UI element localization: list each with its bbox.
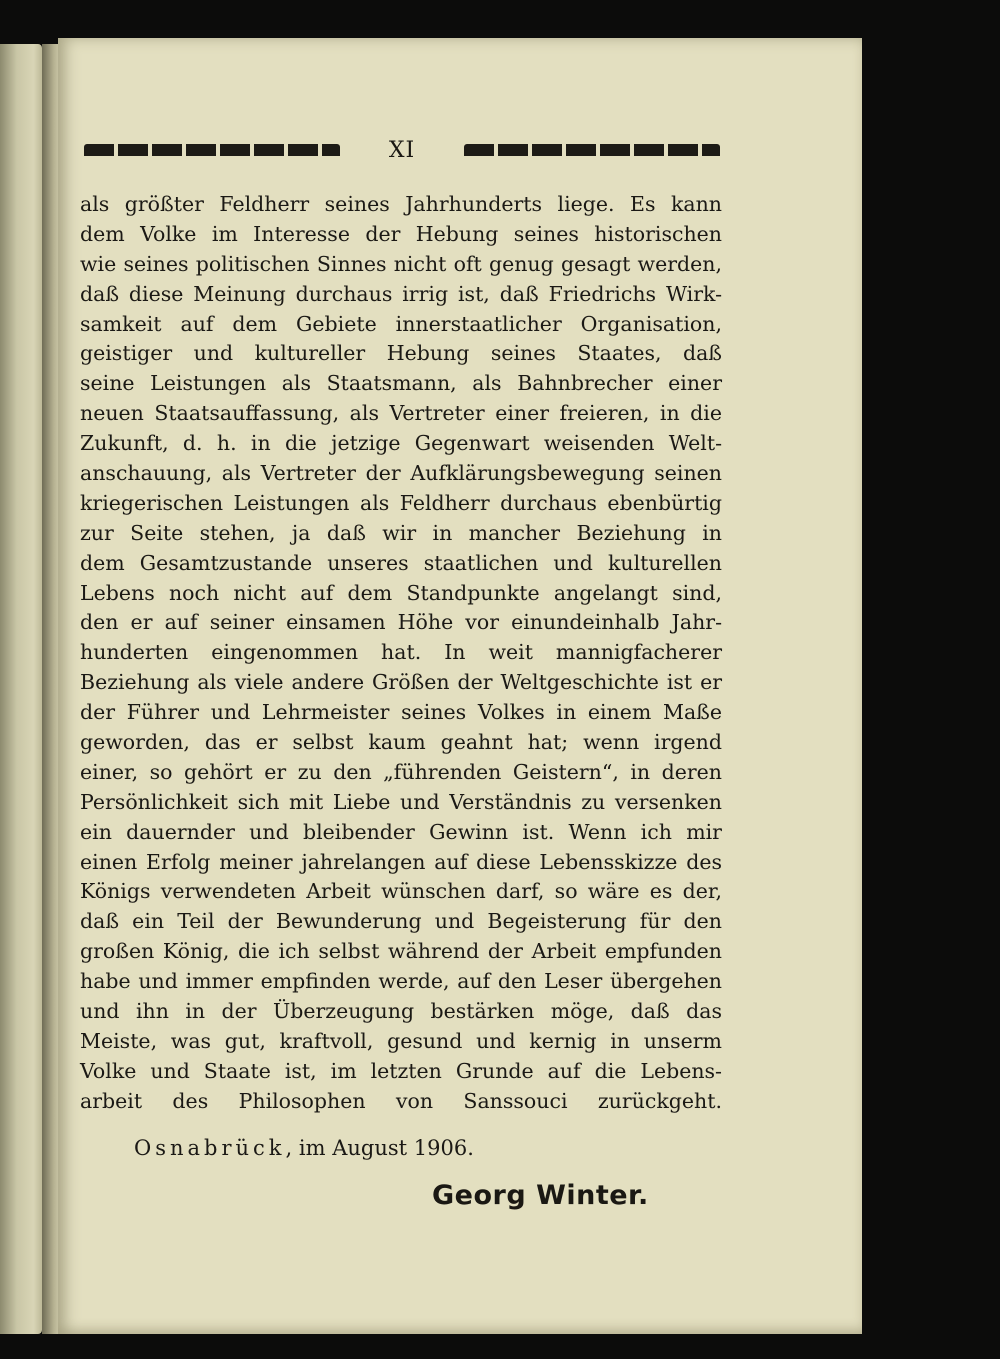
- text-line: daß ein Teil der Bewunderung und Begeisterung für den: [80, 909, 722, 934]
- text-line: neuen Staatsauffassung, als Vertreter einer freieren, in die: [80, 401, 722, 426]
- text-line: dem Gesamtzustande unseres staatlichen und kulturellen: [80, 550, 722, 575]
- text-line: einer, so gehört er zu den „führenden Geistern“, in deren: [80, 759, 722, 784]
- page-header: [84, 137, 720, 163]
- place-and-date: [134, 1136, 474, 1160]
- text-line: daß diese Meinung durchaus irrig ist, daß Friedrichs Wirk-: [80, 281, 722, 306]
- left-header-ornament: [84, 144, 340, 156]
- text-line: geworden, das er selbst kaum geahnt hat; wenn irgend: [80, 730, 722, 755]
- text-line: zur Seite stehen, ja daß wir in mancher Beziehung in: [80, 520, 722, 545]
- text-line: großen König, die ich selbst während der Arbeit empfunden: [80, 939, 722, 964]
- closing-date: im August 1906.: [298, 1136, 474, 1160]
- text-line: arbeit des Philosophen von Sanssouci zurückgeht.: [80, 1088, 722, 1113]
- text-line: samkeit auf dem Gebiete innerstaatlicher Organisation,: [80, 311, 722, 336]
- right-header-ornament: [464, 144, 720, 156]
- body-text: [80, 190, 722, 1117]
- text-line: Beziehung als viele andere Größen der Weltgeschichte ist er: [80, 670, 722, 695]
- text-line: den er auf seiner einsamen Höhe vor einundeinhalb Jahr-: [80, 610, 722, 635]
- text-line: Meiste, was gut, kraftvoll, gesund und kernig in unserm: [80, 1028, 722, 1053]
- page-number: XI: [388, 137, 416, 163]
- text-line: habe und immer empfinden werde, auf den Leser übergehen: [80, 969, 722, 994]
- text-line: anschauung, als Vertreter der Aufklärungsbewegung seinen: [80, 461, 722, 486]
- text-line: ein dauernder und bleibender Gewinn ist. Wenn ich mir: [80, 819, 722, 844]
- text-line: geistiger und kultureller Hebung seines Staates, daß: [80, 341, 722, 366]
- text-line: Königs verwendeten Arbeit wünschen darf, so wäre es der,: [80, 879, 722, 904]
- closing-place: Osnabrück: [134, 1136, 286, 1160]
- text-line: als größter Feldherr seines Jahrhunderts liege. Es kann: [80, 192, 722, 216]
- text-line: wie seines politischen Sinnes nicht oft genug gesagt werden,: [80, 251, 722, 276]
- text-line: einen Erfolg meiner jahrelangen auf diese Lebensskizze des: [80, 849, 722, 874]
- text-line: kriegerischen Leistungen als Feldherr durchaus ebenbürtig: [80, 490, 722, 515]
- text-line: dem Volke im Interesse der Hebung seines historischen: [80, 221, 722, 246]
- text-line: der Führer und Lehrmeister seines Volkes in einem Maße: [80, 700, 722, 725]
- closing-comma: ,: [285, 1136, 299, 1160]
- text-line: Lebens noch nicht auf dem Standpunkte angelangt sind,: [80, 580, 722, 605]
- text-line: hunderten eingenommen hat. In weit mannigfacherer: [80, 640, 722, 665]
- text-line: seine Leistungen als Staatsmann, als Bahnbrecher einer: [80, 371, 722, 396]
- left-page-edge: [0, 44, 42, 1334]
- author-signature: Georg Winter.: [432, 1180, 649, 1211]
- text-line: Zukunft, d. h. in die jetzige Gegenwart weisenden Welt-: [80, 431, 722, 456]
- text-line: Volke und Staate ist, im letzten Grunde auf die Lebens-: [80, 1058, 722, 1083]
- text-line: Persönlichkeit sich mit Liebe und Verständnis zu versenken: [80, 789, 722, 814]
- text-line: und ihn in der Überzeugung bestärken möge, daß das: [80, 999, 722, 1024]
